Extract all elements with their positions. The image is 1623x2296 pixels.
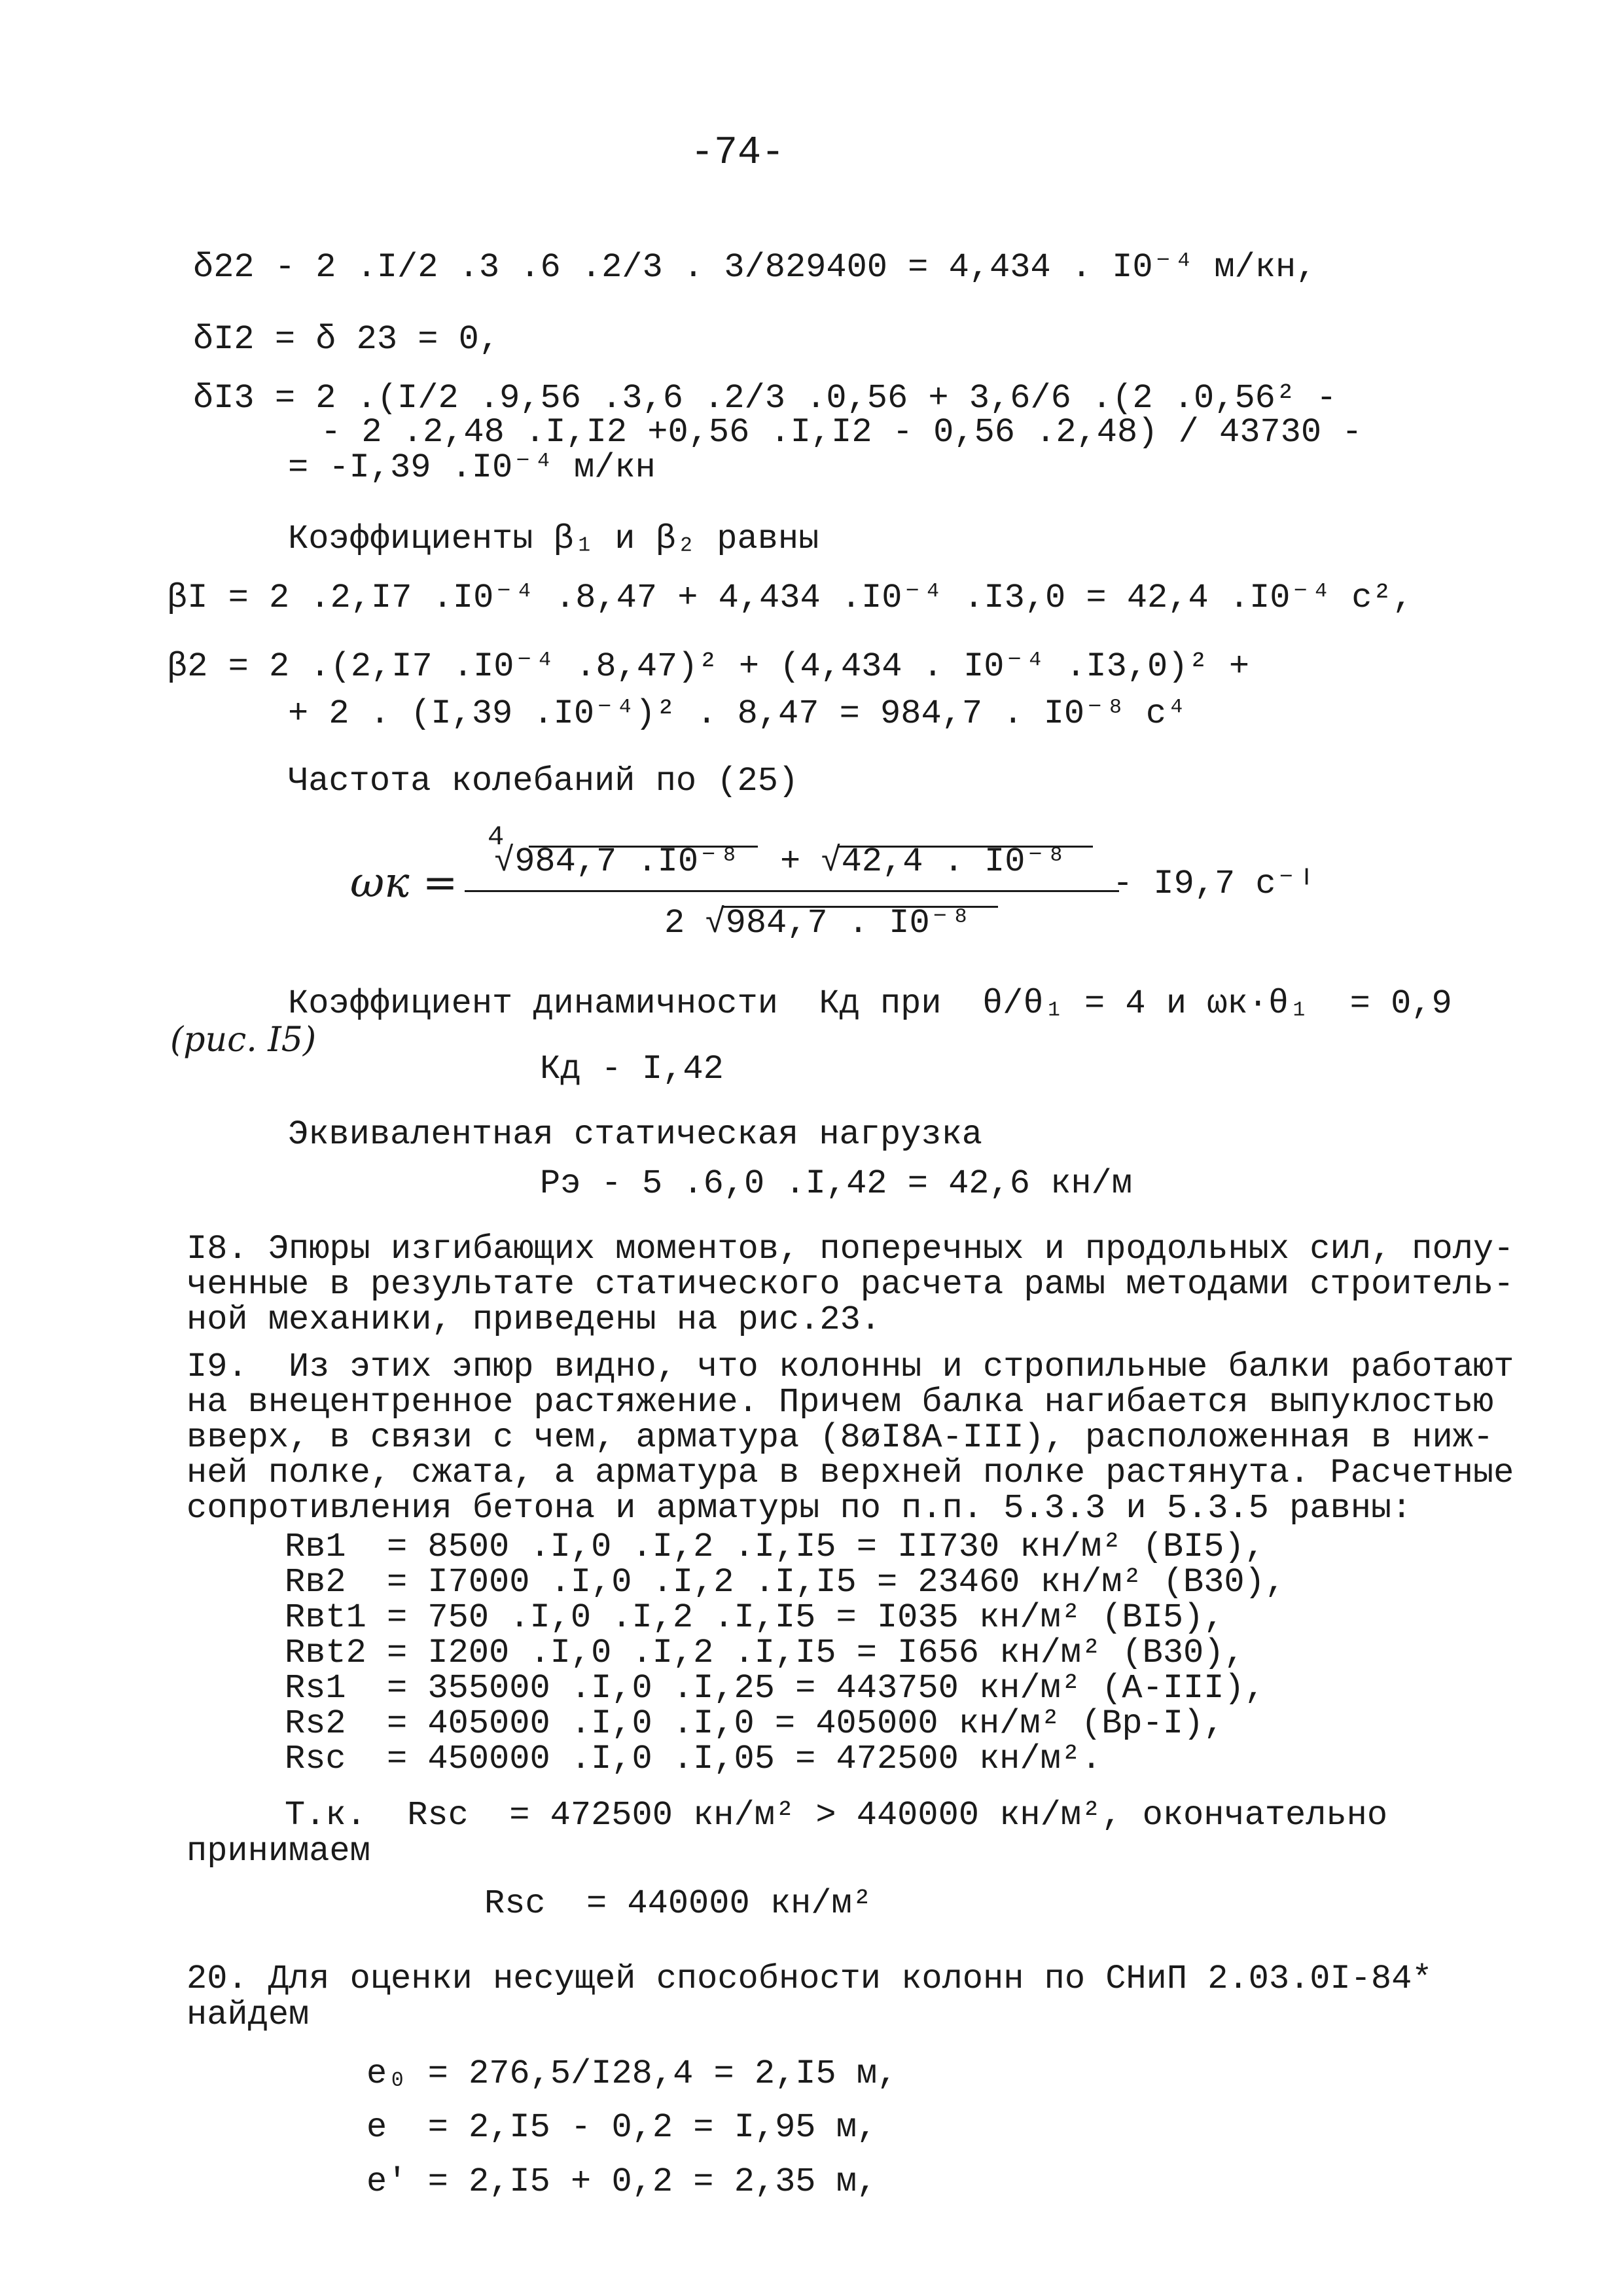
resistance-rs2: Rs2 = 405000 .I,0 .I,0 = 405000 кн/м² (Bp-I),: [285, 1704, 1224, 1743]
para19-line3: вверх, в связи с чем, арматура (8øI8А-III), расположенная в ниж-: [187, 1418, 1494, 1457]
para19-line2: на внецентренное растяжение. Причем балка нагибается выпуклостью: [187, 1383, 1494, 1422]
beta-2-line: β2 = 2 .(2,I7 .I0⁻⁴ .8,47)² + (4,434 . I0⁻⁴ .I3,0)² +: [167, 647, 1250, 686]
tk-line-cont: принимаем: [187, 1832, 370, 1871]
omega-root-index: 4: [488, 821, 505, 853]
resistance-rb2: Rв2 = I7000 .I,0 .I,2 .I,I5 = 23460 кн/м² (B30),: [285, 1563, 1286, 1602]
para18-line2: ченные в результате статического расчета рамы методами строитель-: [187, 1265, 1514, 1304]
resistance-rsc: Rsc = 450000 .I,0 .I,05 = 472500 кн/м².: [285, 1740, 1102, 1778]
frequency-intro: Частота колебаний по (25): [288, 762, 799, 800]
dynamic-coefficient-value: Кд - I,42: [540, 1050, 724, 1088]
resistance-rbt1: Rвt1 = 750 .I,0 .I,2 .I,I5 = I035 кн/м² (BI5),: [285, 1598, 1224, 1637]
equivalent-load-value: Рэ - 5 .6,0 .I,42 = 42,6 кн/м: [540, 1164, 1132, 1203]
delta-22-line: δ22 - 2 .I/2 .3 .6 .2/3 . 3/829400 = 4,434 . I0⁻⁴ м/кн,: [193, 248, 1317, 287]
dynamic-coefficient-line: Коэффициент динамичности Кд при θ/θ₁ = 4 и ωк·θ₁ = 0,9: [288, 984, 1452, 1023]
delta-13-line-cont: - 2 .2,48 .I,I2 +0,56 .I,I2 - 0,56 .2,48) / 43730 -: [321, 413, 1363, 452]
beta-2-line-cont: + 2 . (I,39 .I0⁻⁴)² . 8,47 = 984,7 . I0⁻⁸ c⁴: [288, 694, 1187, 733]
eccentricity-e-prime: e' = 2,I5 + 0,2 = 2,35 м,: [366, 2162, 878, 2201]
delta-13-line: δI3 = 2 .(I/2 .9,56 .3,6 .2/3 .0,56 + 3,6/6 .(2 .0,56² -: [193, 379, 1337, 418]
rsc-final-value: Rsc = 440000 кн/м²: [484, 1884, 872, 1923]
delta-12-line: δI2 = δ 23 = 0,: [193, 320, 500, 359]
omega-numerator: √984,7 .I0⁻⁸ + √42,4 . I0⁻⁸: [494, 842, 1066, 881]
eccentricity-e: e = 2,I5 - 0,2 = I,95 м,: [366, 2108, 878, 2147]
para20-line1: 20. Для оценки несущей способности колонн по СНиП 2.03.0I-84*: [187, 1960, 1433, 1998]
omega-result: - I9,7 c⁻ᴵ: [1113, 865, 1317, 903]
eccentricity-e0: e₀ = 276,5/I28,4 = 2,I5 м,: [366, 2054, 898, 2093]
para18-line3: ной механики, приведены на рис.23.: [187, 1300, 881, 1339]
figure-reference-note: (рис. I5): [170, 1020, 317, 1060]
resistance-rb1: Rв1 = 8500 .I,0 .I,2 .I,I5 = II730 кн/м² (BI5),: [285, 1528, 1265, 1566]
para19-line5: сопротивления бетона и арматуры по п.п. 5.3.3 и 5.3.5 равны:: [187, 1489, 1412, 1528]
tk-line: Т.к. Rsc = 472500 кн/м² > 440000 кн/м², окончательно: [285, 1796, 1388, 1835]
numerator-radical-bar-2: [838, 846, 1093, 848]
beta-1-line: βI = 2 .2,I7 .I0⁻⁴ .8,47 + 4,434 .I0⁻⁴ .I3,0 = 42,4 .I0⁻⁴ c²,: [167, 579, 1413, 617]
para19-line1: I9. Из этих эпюр видно, что колонны и стропильные балки работают: [187, 1348, 1514, 1386]
para20-line2: найдем: [187, 1996, 310, 2034]
para19-line4: ней полке, сжата, а арматура в верхней полке растянута. Расчетные: [187, 1454, 1514, 1492]
omega-denominator: 2 √984,7 . I0⁻⁸: [664, 904, 971, 942]
omega-fraction-line: [465, 890, 1119, 892]
coefficients-intro: Коэффициенты β₁ и β₂ равны: [288, 520, 819, 558]
delta-13-result: = -I,39 .I0⁻⁴ м/кн: [288, 448, 656, 487]
denominator-radical-bar: [723, 906, 998, 908]
page-number: -74-: [690, 131, 785, 175]
para18-line1: I8. Эпюры изгибающих моментов, поперечных и продольных сил, полу-: [187, 1230, 1514, 1268]
equivalent-load-intro: Эквивалентная статическая нагрузка: [288, 1115, 982, 1154]
resistance-rs1: Rs1 = 355000 .I,0 .I,25 = 443750 кн/м² (A-III),: [285, 1669, 1265, 1708]
omega-lhs: ωк =: [350, 859, 458, 907]
numerator-radical-bar-1: [529, 846, 758, 848]
resistance-rbt2: Rвt2 = I200 .I,0 .I,2 .I,I5 = I656 кн/м² (B30),: [285, 1634, 1245, 1672]
